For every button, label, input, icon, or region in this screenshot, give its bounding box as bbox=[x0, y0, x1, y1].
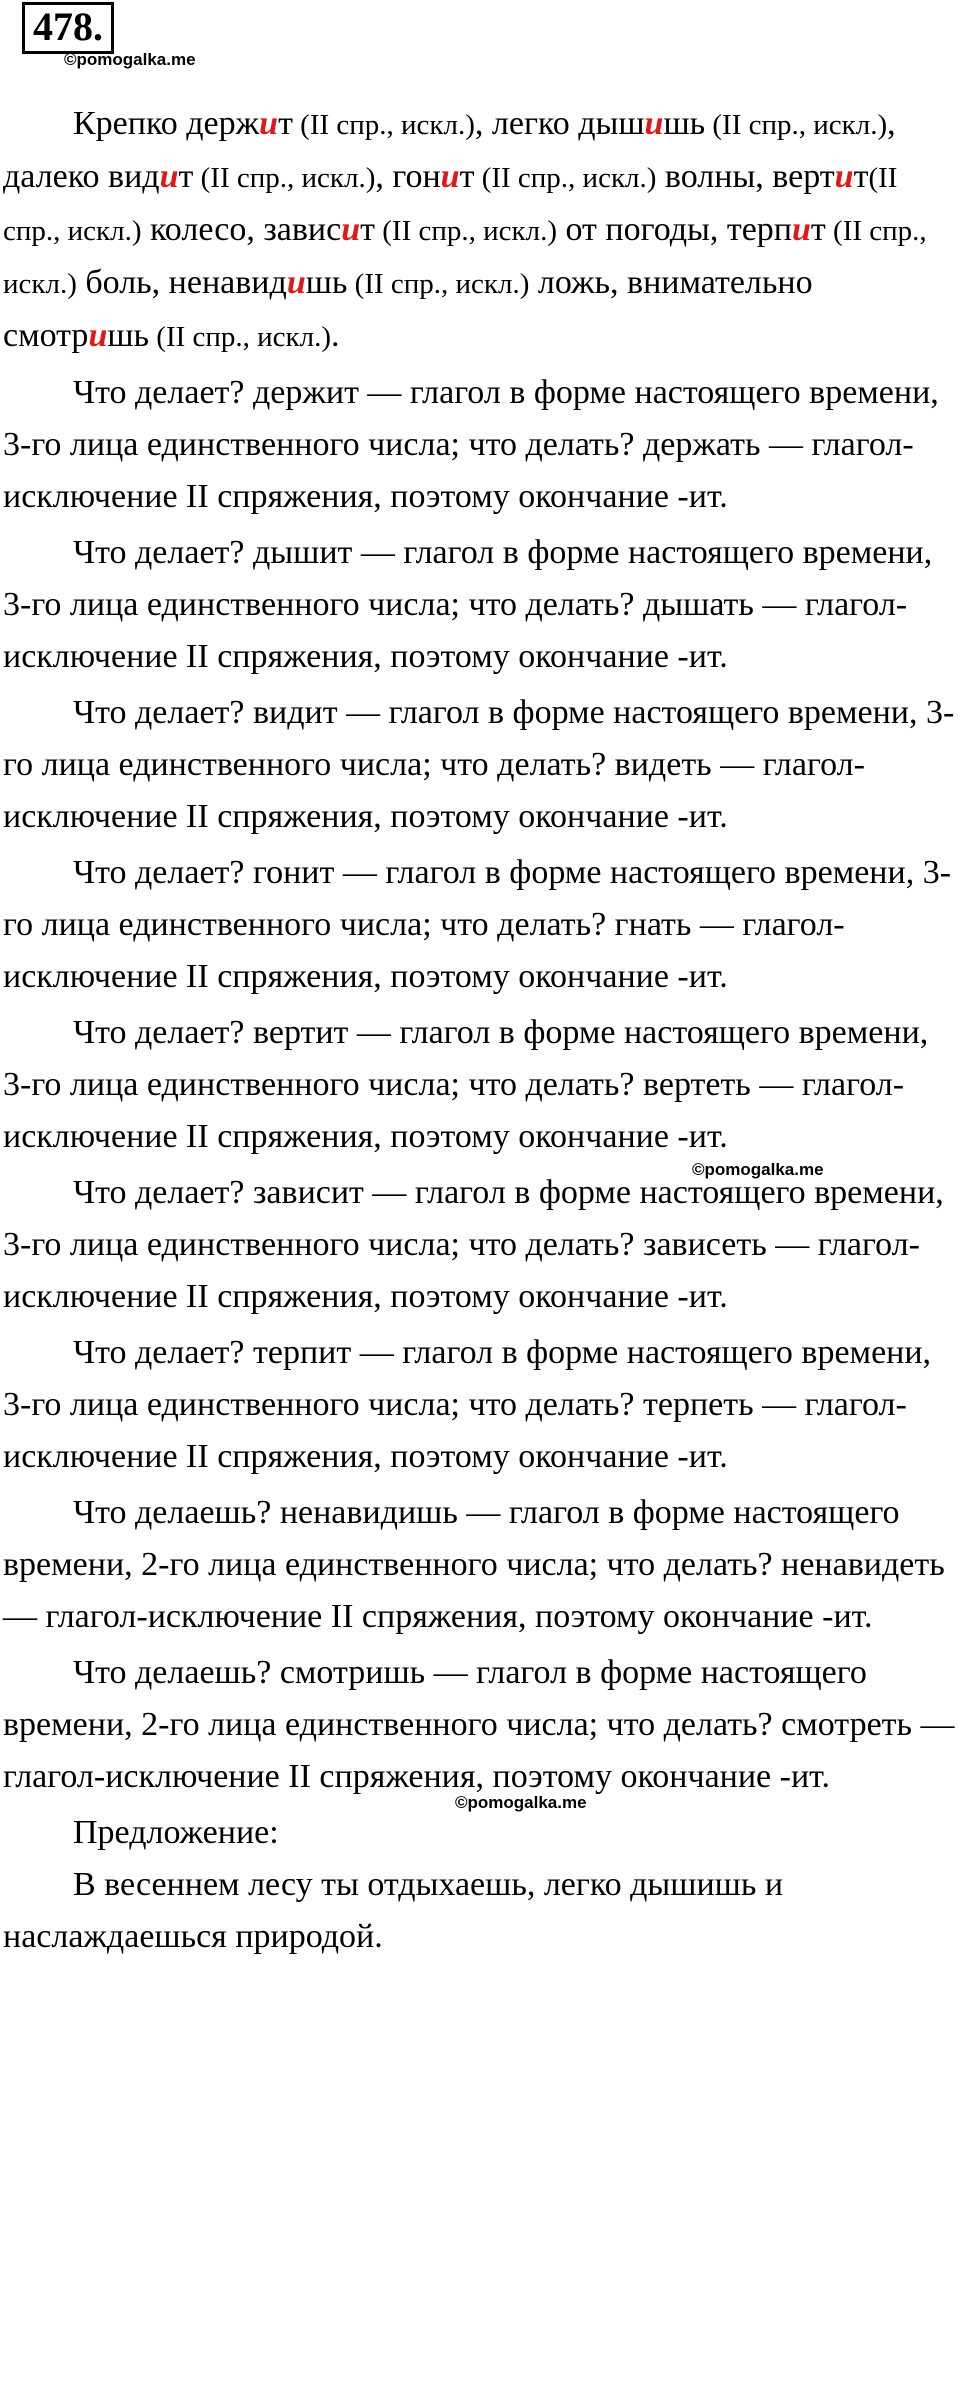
verb-4: гонит (II спр., искл.) bbox=[392, 158, 657, 195]
explanation-paragraph: Что делает? терпит — глагол в форме настоящего времени, 3-го лица единственного числа; что делать? терпеть — глагол-исключение II спряжения, поэтому окончание -ит. bbox=[3, 1334, 932, 1475]
verb-2: легко дышишь (II спр., искл.), bbox=[491, 105, 896, 142]
verb-9: ложь, внимательно смотришь (II спр., искл.). bbox=[3, 264, 813, 354]
ending-highlight: и bbox=[88, 317, 108, 354]
ending-highlight: и bbox=[159, 158, 179, 195]
explanation-paragraph: Что делает? держит — глагол в форме настоящего времени, 3-го лица единственного числа; что делать? держать — глагол-исключение II спряжения, поэтому окончание -ит. bbox=[3, 374, 939, 515]
explanation-paragraph: Что делаешь? смотришь — глагол в форме настоящего времени, 2-го лица единственного числа; что делать? смотреть — глагол-исключение II спряжения, поэтому окончание -ит. bbox=[3, 1654, 955, 1795]
watermark-lower: ©pomogalka.me bbox=[455, 1793, 587, 1812]
exercise-number: 478. bbox=[22, 2, 114, 54]
verb-1: Крепко держит (II спр., искл.), bbox=[73, 105, 492, 142]
ending-highlight: и bbox=[259, 105, 279, 142]
intro-paragraph bbox=[3, 98, 955, 363]
explanation-paragraph: Что делает? видит — глагол в форме настоящего времени, 3-го лица единственного числа; что делать? видеть — глагол-исключение II спряжения, поэтому окончание -ит. bbox=[3, 694, 955, 835]
explanation-paragraph: Что делает? дышит — глагол в форме настоящего времени, 3-го лица единственного числа; что делать? дышать — глагол-исключение II спряжения, поэтому окончание -ит. bbox=[3, 534, 933, 675]
verb-7: от погоды, терпит (II спр., искл.) bbox=[3, 211, 927, 300]
ending-highlight: и bbox=[440, 158, 460, 195]
watermark-middle: ©pomogalka.me bbox=[692, 1160, 824, 1179]
watermark-top: ©pomogalka.me bbox=[64, 50, 196, 69]
verb-3: далеко видит (II спр., искл.), bbox=[3, 158, 393, 195]
ending-highlight: и bbox=[792, 211, 811, 248]
explanation-paragraph: Что делает? вертит — глагол в форме настоящего времени, 3-го лица единственного числа; что делать? вертеть — глагол-исключение II спряжения, поэтому окончание -ит. bbox=[3, 1014, 929, 1155]
verb-5: волны, вертит(II спр., искл.) bbox=[3, 158, 898, 247]
ending-highlight: и bbox=[834, 158, 854, 195]
verb-8: боль, ненавидишь (II спр., искл.) bbox=[85, 264, 530, 301]
answer-text bbox=[3, 98, 955, 1963]
ending-highlight: и bbox=[644, 105, 664, 142]
ending-highlight: и bbox=[286, 264, 306, 301]
explanation-paragraph: Что делает? зависит — глагол в форме настоящего времени, 3-го лица единственного числа; что делать? зависеть — глагол-исключение II спряжения, поэтому окончание -ит. bbox=[3, 1174, 944, 1315]
explanation-paragraph: Что делает? гонит — глагол в форме настоящего времени, 3-го лица единственного числа; что делать? гнать — глагол-исключение II спряжения, поэтому окончание -ит. bbox=[3, 854, 952, 995]
verb-6: колесо, зависит (II спр., искл.) bbox=[150, 211, 557, 248]
ending-highlight: и bbox=[341, 211, 361, 248]
explanation-paragraph: Что делаешь? ненавидишь — глагол в форме настоящего времени, 2-го лица единственного числа; что делать? ненавидеть — глагол-исключение II спряжения, поэтому окончание -ит. bbox=[3, 1494, 945, 1635]
sentence-label: Предложение: bbox=[73, 1814, 279, 1851]
example-sentence: В весеннем лесу ты отдыхаешь, легко дышишь и наслаждаешься природой. bbox=[3, 1866, 784, 1955]
